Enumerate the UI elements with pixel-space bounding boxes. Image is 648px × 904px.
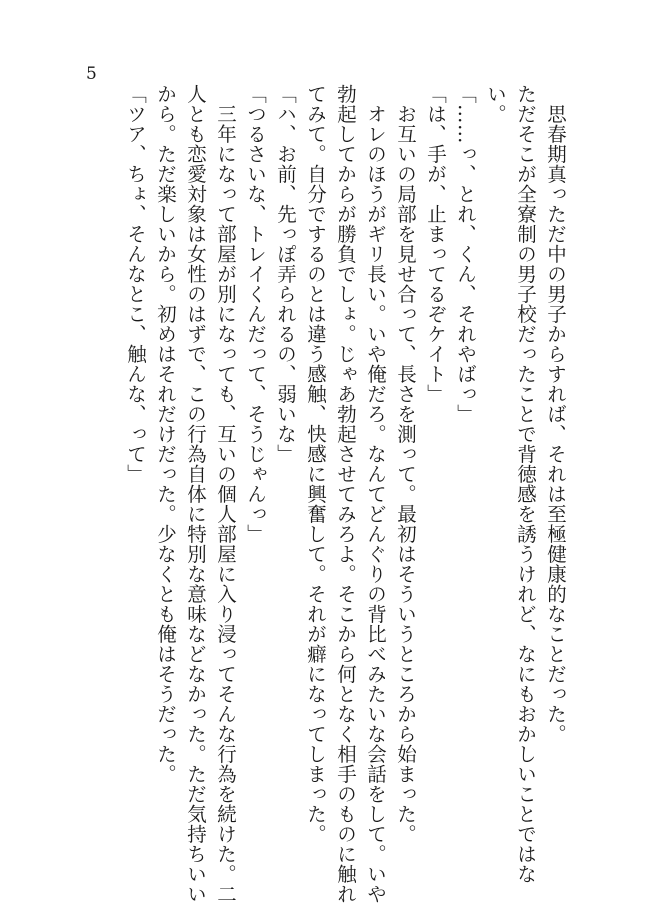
text-line: 「ツア、ちょ、そんなとこ、触んな、って」 [124,84,147,484]
text-line: い。 [484,84,507,124]
text-line: お互いの局部を見せ合って、長さを測って。最初はそういうところから始まった。 [394,84,417,844]
text-line: 「ハ、お前、先っぽ弄られるの、弱いな」 [274,84,297,464]
text-line: 思春期真っただ中の男子からすれば、それは至極健康的なことだった。 [544,84,567,744]
vertical-text-body [120,84,570,904]
text-line: 「つるさいな、トレイくんだって、そうじゃんっ」 [244,84,267,544]
page-number: 5 [86,64,97,84]
text-line: 「……っ、とれ、くん、それやばっ」 [454,84,477,424]
text-line: ただそこが全寮制の男子校だったことで背徳感を誘うけれど、なにもおかしいことではな [514,84,537,884]
text-line: 「は、手が、止まってるぞケイト」 [424,84,447,404]
text-line: オレのほうがギリ長い。いや俺だろ。なんてどんぐりの背比べみたいな会話をして。いや [364,84,387,904]
text-line: 人とも恋愛対象は女性のはずで、この行為自体に特別な意味などなかった。ただ気持ちいい [184,84,207,904]
text-line: 勃起してからが勝負でしょ。じゃあ勃起させてみろよ。そこから何となく相手のものに触れ [334,84,357,904]
text-line: から。ただ楽しいから。初めはそれだけだった。少なくとも俺はそうだった。 [154,84,177,784]
text-line: てみて。自分でするのとは違う感触、快感に興奮して。それが癖になってしまった。 [304,84,327,844]
text-line: 三年になって部屋が別になっても、互いの個人部屋に入り浸ってそんな行為を続けた。二 [214,84,237,904]
